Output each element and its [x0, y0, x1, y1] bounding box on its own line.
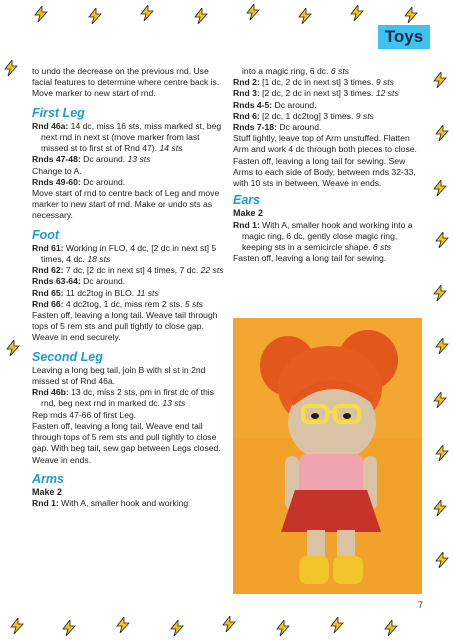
round-63-64: Rnds 63-64: Dc around.: [32, 276, 126, 287]
second-leg-closing: Fasten off, leaving a long tail. Weave end tail through tops of 5 rem sts and pull tightly to close gap. With beg tail, sew gap between Legs closed. Weave in ends.: [32, 420, 221, 465]
lightning-bolt-icon: [330, 617, 344, 633]
arms-round-6: Rnd 6: [2 dc, 1 dc2tog] 3 times. 9 sts: [233, 110, 374, 121]
second-leg-repeat: Rep rnds 47-66 of first Leg.: [32, 409, 137, 420]
second-leg-intro: Leaving a long beg tail, join B with sl st in 2nd missed st of Rnd 46a.: [32, 364, 206, 387]
arms-round-7-18: Rnds 7-18: Dc around.: [233, 122, 322, 133]
arms-round-4-5: Rnds 4-5: Dc around.: [233, 99, 317, 110]
arms-heading: Arms: [32, 471, 64, 486]
lightning-bolt-icon: [298, 8, 312, 24]
round-61: Rnd 61: Working in FLO, 4 dc, [2 dc in next st] 5 times, 4 dc. 18 sts: [32, 242, 217, 265]
ears-round-1: Rnd 1: With A, smaller hook and working into a magic ring, 6 dc, gently close magic ring, keeping sts in a semicircle shape. 6 sts: [233, 219, 413, 253]
left-column: [32, 66, 227, 509]
doll-photo: [233, 318, 422, 594]
lightning-bolt-icon: [194, 8, 208, 24]
arms-make-count: Make 2: [32, 486, 63, 497]
lightning-bolt-icon: [170, 620, 184, 636]
round-66: Rnd 66: 4 dc2tog, 1 dc, miss rem 2 sts. 5 sts: [32, 298, 203, 309]
lightning-bolt-icon: [433, 72, 447, 88]
lightning-bolt-icon: [433, 285, 447, 301]
foot-heading: Foot: [32, 227, 60, 242]
ears-make-count: Make 2: [233, 208, 264, 219]
lightning-bolt-icon: [116, 617, 130, 633]
right-column: [233, 66, 423, 264]
lightning-bolt-icon: [140, 5, 154, 21]
lightning-bolt-icon: [433, 180, 447, 196]
intro-paragraph: to undo the decrease on the previous rnd. Use facial features to determine where centre back is. Move marker to new start of rnd.: [32, 66, 220, 99]
round-65: Rnd 65: 11 dc2tog in BLO. 11 sts: [32, 287, 159, 298]
round-47-48: Rnds 47-48: Dc around. 13 sts: [32, 154, 151, 165]
second-leg-heading: Second Leg: [32, 349, 103, 364]
arms-stuffing: Stuff lightly, leave top of Arm unstuffed. Flatten Arm and work 4 dc through both pieces to close.: [233, 133, 417, 155]
arms-round-1: Rnd 1: With A, smaller hook and working: [32, 498, 189, 509]
round-62: Rnd 62: 7 dc, [2 dc in next st] 4 times, 7 dc. 22 sts: [32, 265, 224, 276]
lightning-bolt-icon: [88, 8, 102, 24]
round-49-60: Rnds 49-60: Dc around.: [32, 176, 126, 187]
lightning-bolt-icon: [435, 232, 449, 248]
first-leg-closing: Move start of rnd to centre back of Leg and move marker to new start of rnd. Make or undo sts as necessary.: [32, 188, 220, 221]
lightning-bolt-icon: [34, 6, 48, 22]
lightning-bolt-border-right: [428, 40, 453, 610]
lightning-bolt-icon: [6, 340, 20, 356]
arms-round-2: Rnd 2: [1 dc, 2 dc in next st] 3 times. 9 sts: [233, 77, 394, 88]
arms-round-3: Rnd 3: [2 dc, 2 dc in next st] 3 times. 12 sts: [233, 88, 399, 99]
lightning-bolt-icon: [62, 620, 76, 636]
color-change: Change to A.: [32, 165, 82, 176]
ears-closing: Fasten off, leaving a long tail for sewing.: [233, 253, 387, 264]
lightning-bolt-icon: [433, 392, 447, 408]
lightning-bolt-icon: [10, 618, 24, 634]
lightning-bolt-icon: [404, 7, 418, 23]
crochet-doll-illustration: [233, 318, 422, 594]
lightning-bolt-icon: [276, 620, 290, 636]
foot-closing: Fasten off, leaving a long tail. Weave tail through tops of 5 rem sts and pull tightly to close gap. Weave in end securely.: [32, 310, 218, 343]
lightning-bolt-icon: [246, 4, 260, 20]
first-leg-heading: First Leg: [32, 105, 85, 120]
round-46a: Rnd 46a: 14 dc, miss 16 sts, miss marked st, beg next rnd in next st (move marker from last missed st to first st of Rnd 47). 14 sts: [32, 120, 222, 154]
arms-closing: Fasten off, leaving a long tail for sewing. Sew Arms to each side of Body, between rnds 32-33, with 10 sts in between. Weave in ends.: [233, 155, 416, 189]
round-46b: Rnd 46b: 13 dc, miss 2 sts, pm in first dc of this rnd, beg next rnd in marked dc. 13 sts: [32, 387, 214, 409]
arms-round-1-continued: into a magic ring, 6 dc. 6 sts: [242, 66, 350, 76]
lightning-bolt-icon: [222, 616, 236, 632]
lightning-bolt-icon: [350, 5, 364, 21]
lightning-bolt-icon: [435, 445, 449, 461]
lightning-bolt-icon: [435, 338, 449, 354]
lightning-bolt-border-left: [0, 40, 25, 600]
lightning-bolt-icon: [384, 620, 398, 636]
section-tab: Toys: [378, 25, 430, 49]
lightning-bolt-border-bottom: [0, 604, 453, 640]
lightning-bolt-icon: [433, 500, 447, 516]
lightning-bolt-icon: [435, 125, 449, 141]
lightning-bolt-icon: [435, 552, 449, 568]
page-number: 7: [418, 600, 424, 610]
lightning-bolt-icon: [4, 60, 18, 76]
ears-heading: Ears: [233, 193, 261, 208]
